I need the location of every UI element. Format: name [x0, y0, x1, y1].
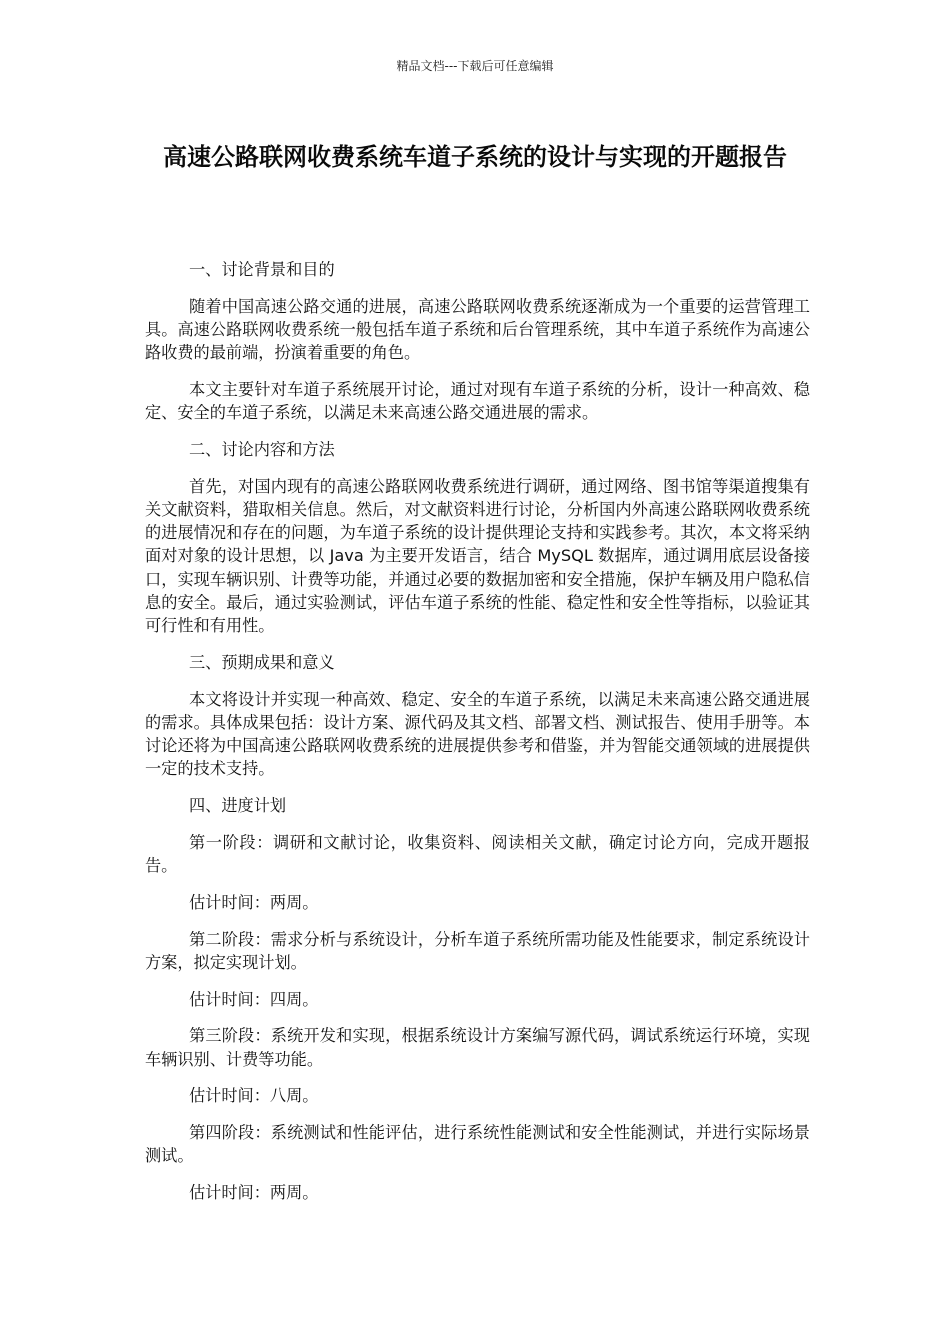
schedule-stage-paragraph: 第三阶段：系统开发和实现，根据系统设计方案编写源代码，调试系统运行环境，实现车辆识别、计费等功能。: [145, 1026, 810, 1069]
section-schedule: [145, 794, 810, 1204]
body-paragraph: 随着中国高速公路交通的进展，高速公路联网收费系统逐渐成为一个重要的运营管理工具。高速公路联网收费系统一般包括车道子系统和后台管理系统，其中车道子系统作为高速公路收费的最前端，扮演着重要的角色。: [145, 296, 810, 363]
section-content-methods: [145, 438, 810, 637]
page-header: 精品文档---下载后可任意编辑: [396, 59, 554, 73]
document-body: [145, 258, 810, 1218]
section-heading: 二、讨论内容和方法: [189, 440, 335, 459]
schedule-estimate-paragraph: 估计时间：两周。: [189, 1183, 319, 1203]
schedule-estimate-paragraph: 估计时间：八周。: [189, 1086, 319, 1106]
section-expected-results: [145, 651, 810, 781]
section-heading: 四、进度计划: [189, 796, 287, 816]
body-paragraph: 本文将设计并实现一种高效、稳定、安全的车道子系统，以满足未来高速公路交通进展的需求。具体成果包括：设计方案、源代码及其文档、部署文档、测试报告、使用手册等。本讨论还将为中国高速公路联网收费系统的进展提供参考和借鉴，并为智能交通领域的进展提供一定的技术支持。: [145, 689, 810, 779]
body-paragraph: 首先，对国内现有的高速公路联网收费系统进行调研，通过网络、图书馆等渠道搜集有关文献资料，猎取相关信息。然后，对文献资料进行讨论，分析国内外高速公路联网收费系统的进展情况和存在的问题，为车道子系统的设计提供理论支持和实践参考。其次，本文将采纳面对对象的设计思想，以 Java 为主要开发语言，结合 MySQL 数据库，通过调用底层设备接口，实现车辆识别、计费等功能，并通过必要的数据加密和安全措施，保护车辆及用户隐私信息的安全。最后，通过实验测试，评估车道子系统的性能、稳定性和安全性等指标，以验证其可行性和有用性。: [145, 476, 810, 636]
schedule-stage-paragraph: 第一阶段：调研和文献讨论，收集资料、阅读相关文献，确定讨论方向，完成开题报告。: [145, 832, 810, 876]
schedule-estimate-paragraph: 估计时间：两周。: [189, 892, 319, 912]
schedule-stage-paragraph: 第四阶段：系统测试和性能评估，进行系统性能测试和安全性能测试，并进行实际场景测试。: [145, 1123, 810, 1166]
section-heading: 三、预期成果和意义: [189, 652, 335, 672]
schedule-estimate-paragraph: 估计时间：四周。: [189, 989, 319, 1009]
section-heading: 一、讨论背景和目的: [189, 260, 335, 279]
document-title: 高速公路联网收费系统车道子系统的设计与实现的开题报告: [163, 143, 787, 171]
section-background: [145, 258, 810, 424]
body-paragraph: 本文主要针对车道子系统展开讨论，通过对现有车道子系统的分析，设计一种高效、稳定、安全的车道子系统，以满足未来高速公路交通进展的需求。: [145, 380, 810, 423]
schedule-stage-paragraph: 第二阶段：需求分析与系统设计，分析车道子系统所需功能及性能要求，制定系统设计方案，拟定实现计划。: [145, 929, 810, 972]
